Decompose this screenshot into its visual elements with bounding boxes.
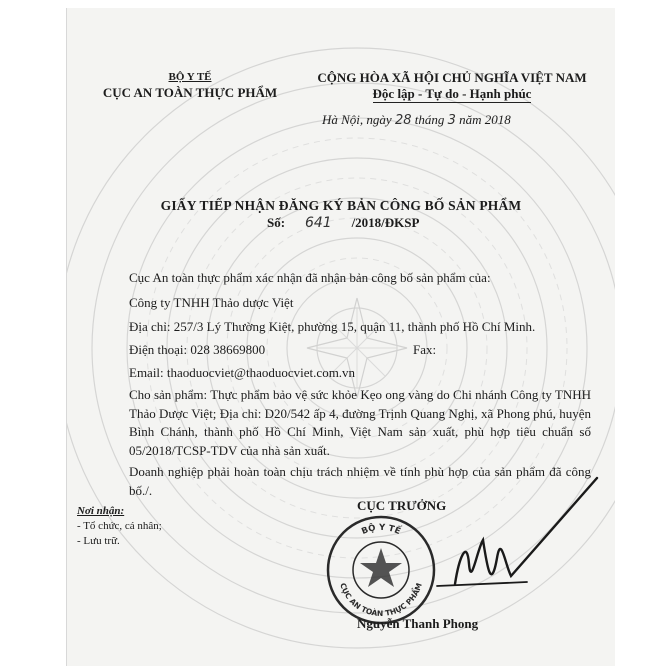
responsibility-paragraph: Doanh nghiệp phải hoàn toàn chịu trách nhiệm về tính phù hợp của sản phẩm đã công bố./. [129,464,591,498]
recipients-block [77,504,162,549]
date-day: 28 [394,113,412,128]
number-handwritten: 641 [304,215,332,231]
stamp-top-text: BỘ Y TẾ [360,522,402,537]
recipients-heading: Nơi nhận: [77,505,125,517]
country-name: CỘNG HÒA XÃ HỘI CHỦ NGHĨA VIỆT NAM [317,70,587,85]
intro-line: Cục An toàn thực phẩm xác nhận đã nhận bản công bố sản phẩm của: [129,270,491,285]
document-number [267,215,419,231]
document-sheet [66,8,615,666]
company-address: Địa chỉ: 257/3 Lý Thường Kiệt, phường 15, quận 11, thành phố Hồ Chí Minh. [129,319,536,334]
national-motto: Độc lập - Tự do - Hạnh phúc [372,86,532,101]
agency-header [85,70,295,100]
agency-name: CỤC AN TOÀN THỰC PHẨM [102,85,278,100]
ministry-name: BỘ Y TẾ [168,71,212,83]
product-paragraph: Cho sản phẩm: Thực phẩm bảo vệ sức khỏe Kẹo ong vàng do Chi nhánh Công ty TNHH Thảo Dược Việt; Địa chỉ: D20/542 ấp 4, đường Trịnh Quang Nghị, xã Phong phú, huyện Bình Chánh, thành phố Hồ Chí Minh, Việt Nam sản xuất, phù hợp tiêu chuẩn số 05/2018/TCSP-TDV của nhà sản xuất. [129,387,591,458]
recipient-item: - Tổ chức, cá nhân; [77,520,162,532]
handwritten-signature [407,466,607,606]
recipient-item: - Lưu trữ. [77,535,120,547]
date-month-word: tháng [414,112,445,127]
company-fax: Fax: [413,342,437,357]
national-header [297,70,607,102]
company-phone: Điện thoại: 028 38669800 [129,342,266,357]
date-month: 3 [447,113,456,128]
issue-date [322,112,511,128]
date-year: năm 2018 [459,112,511,127]
date-prefix: Hà Nội, ngày [322,112,392,127]
svg-text:BỘ Y TẾ [360,522,403,537]
company-name: Công ty TNHH Thảo dược Việt [129,295,294,310]
company-email: Email: thaoduocviet@thaoduocviet.com.vn [129,365,356,380]
document-title: GIẤY TIẾP NHẬN ĐĂNG KÝ BẢN CÔNG BỐ SẢN PHẨM [160,198,522,213]
number-label: Số: [267,215,286,230]
number-suffix: /2018/ĐKSP [351,215,420,230]
stamp-bottom-text: CỤC AN TOÀN THỰC PHẨM [338,581,424,619]
signer-name: Nguyễn Thanh Phong [357,616,479,631]
signer-title: CỤC TRƯỞNG [357,498,447,513]
